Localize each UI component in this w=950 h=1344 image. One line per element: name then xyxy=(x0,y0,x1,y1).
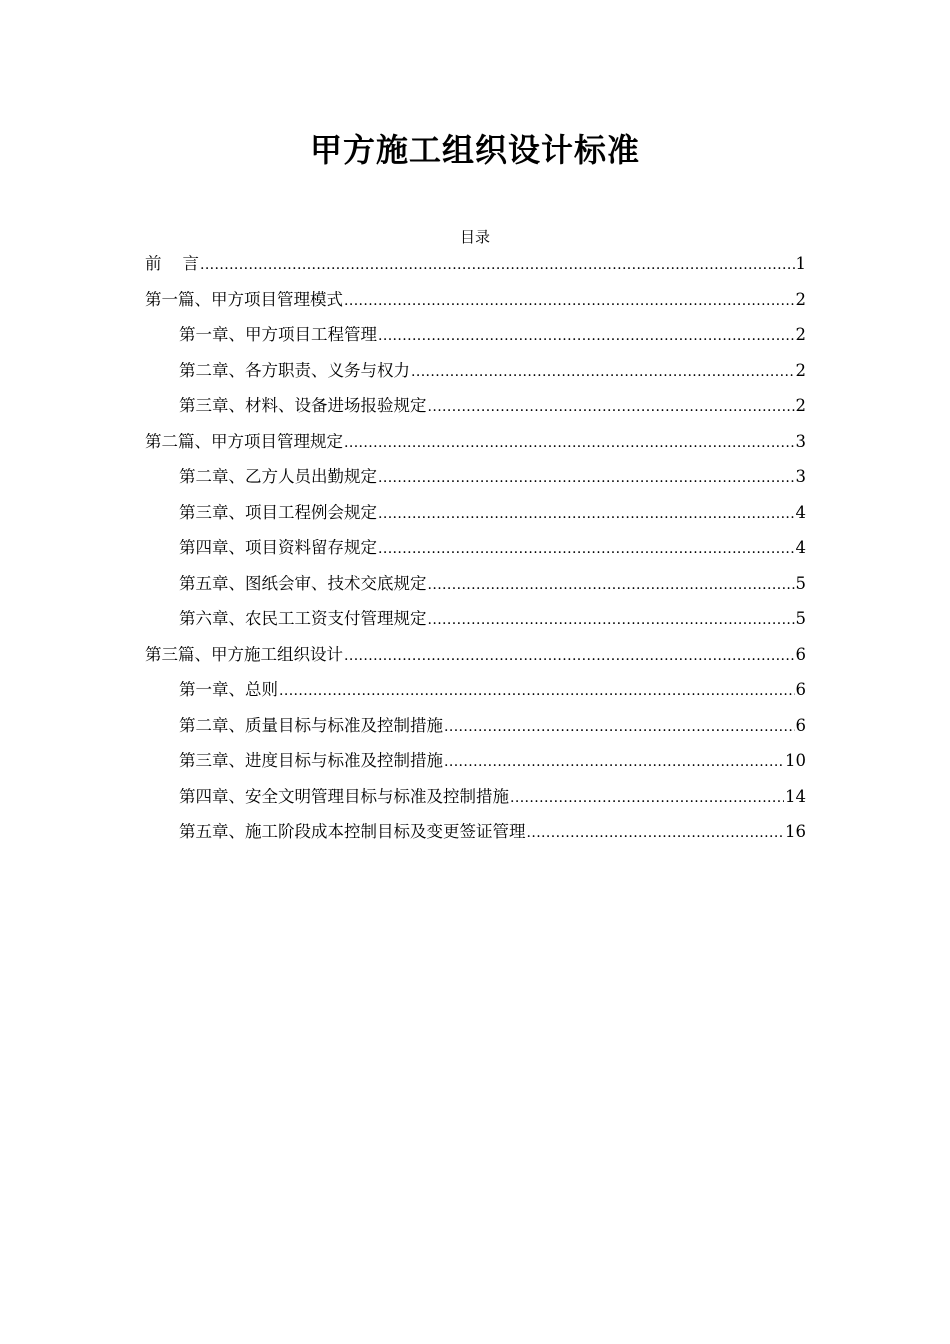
toc-entry-label: 第三章、项目工程例会规定 xyxy=(179,502,377,522)
toc-entry-part-3[interactable] xyxy=(145,637,806,673)
toc-entry-part-2-ch-4[interactable] xyxy=(145,530,806,566)
toc-leader-dots xyxy=(510,779,784,817)
toc-leader-dots xyxy=(200,246,795,284)
toc-entry-part-2[interactable] xyxy=(145,424,806,460)
toc-entry-page: 3 xyxy=(795,431,806,451)
toc-leader-dots xyxy=(428,566,795,604)
toc-leader-dots xyxy=(411,353,795,391)
toc-leader-dots xyxy=(344,637,795,675)
document-title: 甲方施工组织设计标准 xyxy=(309,131,640,169)
toc-entry-label: 第一篇、甲方项目管理模式 xyxy=(145,289,343,309)
toc-entry-part-2-ch-5[interactable] xyxy=(145,566,806,602)
toc-entry-label: 第二章、乙方人员出勤规定 xyxy=(179,467,377,486)
toc-entry-label: 前 言 xyxy=(145,254,199,273)
toc-entry-label: 第三章、进度目标与标准及控制措施 xyxy=(179,751,443,770)
toc-entry-page: 2 xyxy=(795,325,806,344)
toc-entry-page: 5 xyxy=(795,609,806,628)
toc-entry-part-3-ch-1[interactable] xyxy=(145,672,806,708)
toc-leader-dots xyxy=(444,743,784,781)
toc-leader-dots xyxy=(344,424,795,462)
toc-leader-dots xyxy=(378,459,795,497)
toc-entry-page: 2 xyxy=(795,360,806,380)
toc-entry-part-2-ch-2[interactable] xyxy=(145,459,806,495)
toc-leader-dots xyxy=(378,530,795,568)
toc-entry-part-1-ch-3[interactable] xyxy=(145,388,806,424)
toc-leader-dots xyxy=(444,708,795,746)
toc-entry-page: 16 xyxy=(785,822,806,841)
toc-entry-label: 第二篇、甲方项目管理规定 xyxy=(145,431,343,451)
toc-entry-page: 3 xyxy=(795,467,806,486)
toc-entry-part-3-ch-5[interactable] xyxy=(145,814,806,850)
toc-entry-page: 5 xyxy=(795,573,806,593)
toc-entry-label: 第三章、材料、设备进场报验规定 xyxy=(179,396,427,415)
toc-entry-page: 6 xyxy=(795,644,806,664)
toc-entry-part-2-ch-6[interactable] xyxy=(145,601,806,637)
toc-entry-label: 第一章、甲方项目工程管理 xyxy=(179,325,377,344)
toc-entry-label: 第二章、质量目标与标准及控制措施 xyxy=(179,715,443,735)
toc-entry-label: 第四章、安全文明管理目标与标准及控制措施 xyxy=(179,786,509,806)
toc-entry-page: 10 xyxy=(785,751,806,770)
toc-entry-page: 6 xyxy=(795,680,806,699)
toc-entry-label: 第六章、农民工工资支付管理规定 xyxy=(179,609,427,628)
toc-entry-label: 第一章、总则 xyxy=(179,680,278,699)
toc-entry-page: 14 xyxy=(785,786,806,806)
toc-entry-page: 4 xyxy=(795,502,806,522)
toc-entry-part-3-ch-2[interactable] xyxy=(145,708,806,744)
table-of-contents xyxy=(145,246,806,850)
toc-entry-part-1-ch-2[interactable] xyxy=(145,353,806,389)
toc-entry-label: 第四章、项目资料留存规定 xyxy=(179,538,377,557)
toc-leader-dots xyxy=(428,388,795,426)
toc-entry-part-1[interactable] xyxy=(145,282,806,318)
toc-leader-dots xyxy=(428,601,795,639)
toc-entry-page: 1 xyxy=(795,254,806,273)
toc-entry-page: 2 xyxy=(795,289,806,309)
toc-entry-label: 第三篇、甲方施工组织设计 xyxy=(145,644,343,664)
toc-entry-page: 6 xyxy=(795,715,806,735)
toc-entry-part-3-ch-4[interactable] xyxy=(145,779,806,815)
toc-entry-part-3-ch-3[interactable] xyxy=(145,743,806,779)
toc-entry-preface[interactable] xyxy=(145,246,806,282)
toc-leader-dots xyxy=(279,672,795,710)
toc-entry-label: 第五章、施工阶段成本控制目标及变更签证管理 xyxy=(179,822,526,841)
toc-entry-page: 2 xyxy=(795,396,806,415)
toc-leader-dots xyxy=(378,317,795,355)
toc-leader-dots xyxy=(344,282,795,320)
toc-entry-part-2-ch-3[interactable] xyxy=(145,495,806,531)
toc-entry-label: 第二章、各方职责、义务与权力 xyxy=(179,360,410,380)
toc-entry-part-1-ch-1[interactable] xyxy=(145,317,806,353)
toc-entry-page: 4 xyxy=(795,538,806,557)
toc-leader-dots xyxy=(378,495,795,533)
toc-heading: 目录 xyxy=(459,228,490,246)
toc-leader-dots xyxy=(527,814,785,852)
toc-entry-label: 第五章、图纸会审、技术交底规定 xyxy=(179,573,427,593)
